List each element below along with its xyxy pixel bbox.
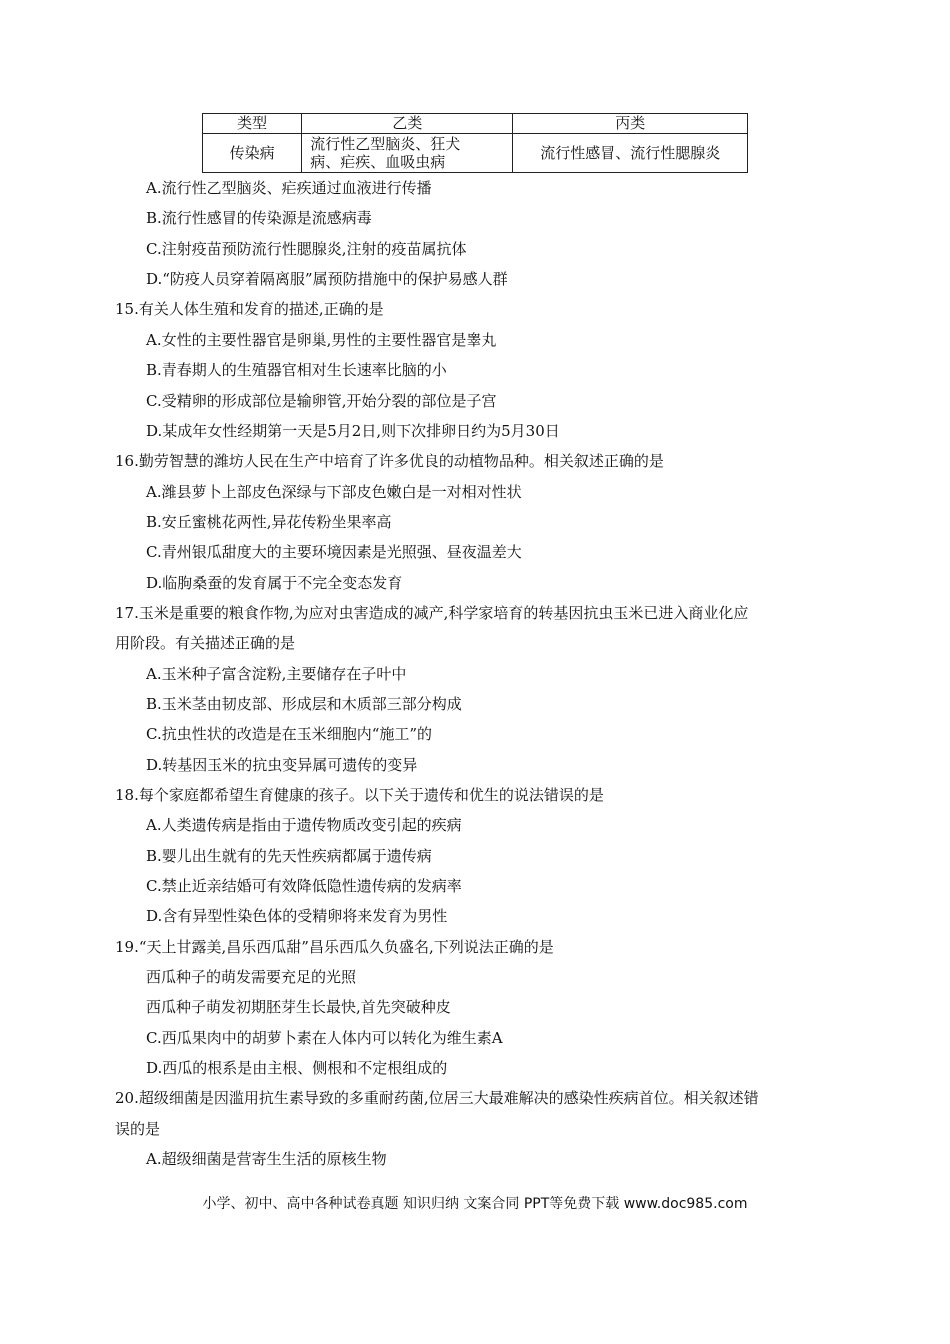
q19-stem: 19.“天上甘露美,昌乐西瓜甜”昌乐西瓜久负盛名,下列说法正确的是	[115, 938, 554, 956]
q19-option-c: C.西瓜果肉中的胡萝卜素在人体内可以转化为维生素A	[146, 1029, 503, 1047]
q20-option-a: A.超级细菌是营寄生生活的原核生物	[146, 1150, 387, 1168]
q14-option-d: D.“防疫人员穿着隔离服”属预防措施中的保护易感人群	[146, 270, 508, 288]
q16-option-c: C.青州银瓜甜度大的主要环境因素是光照强、昼夜温差大	[146, 543, 522, 561]
q20-stem-line1: 20.超级细菌是因滥用抗生素导致的多重耐药菌,位居三大最难解决的感染性疾病首位。相关叙述错	[115, 1089, 759, 1107]
table-header-row	[203, 114, 748, 134]
q18-option-c: C.禁止近亲结婚可有效降低隐性遗传病的发病率	[146, 877, 462, 895]
table-row	[203, 134, 748, 173]
class-b-line: 流行性乙型脑炎、狂犬	[310, 135, 461, 153]
q17-option-c: C.抗虫性状的改造是在玉米细胞内“施工”的	[146, 725, 433, 743]
q16-stem: 16.勤劳智慧的潍坊人民在生产中培育了许多优良的动植物品种。相关叙述正确的是	[115, 452, 664, 470]
q15-option-a: A.女性的主要性器官是卵巢,男性的主要性器官是睾丸	[146, 331, 497, 349]
table-header-cell: 丙类	[513, 114, 748, 134]
q16-option-d: D.临朐桑蚕的发育属于不完全变态发育	[146, 574, 403, 592]
q17-option-a: A.玉米种子富含淀粉,主要储存在子叶中	[146, 665, 407, 683]
q20-stem-line2: 误的是	[115, 1120, 161, 1138]
infectious-disease-table	[202, 113, 748, 173]
q15-option-c: C.受精卵的形成部位是输卵管,开始分裂的部位是子宫	[146, 392, 497, 410]
q18-option-b: B.婴儿出生就有的先天性疾病都属于遗传病	[146, 847, 432, 865]
q15-stem: 15.有关人体生殖和发育的描述,正确的是	[115, 300, 384, 318]
q17-option-d: D.转基因玉米的抗虫变异属可遗传的变异	[146, 756, 418, 774]
q14-option-c: C.注射疫苗预防流行性腮腺炎,注射的疫苗属抗体	[146, 240, 467, 258]
q19-option-d: D.西瓜的根系是由主根、侧根和不定根组成的	[146, 1059, 448, 1077]
q14-option-a: A.流行性乙型脑炎、疟疾通过血液进行传播	[146, 179, 432, 197]
q18-stem: 18.每个家庭都希望生育健康的孩子。以下关于遗传和优生的说法错误的是	[115, 786, 604, 804]
q17-stem-line2: 用阶段。有关描述正确的是	[115, 634, 296, 652]
q18-option-a: A.人类遗传病是指由于遗传物质改变引起的疾病	[146, 816, 462, 834]
table-cell-label: 传染病	[203, 134, 302, 173]
table-cell-class-b	[302, 134, 513, 173]
q15-option-d: D.某成年女性经期第一天是5月2日,则下次排卵日约为5月30日	[146, 422, 560, 440]
table-cell-class-c: 流行性感冒、流行性腮腺炎	[513, 134, 748, 173]
page-footer: 小学、初中、高中各种试卷真题 知识归纳 文案合同 PPT等免费下载 www.doc985.com	[202, 1196, 748, 1212]
q18-option-d: D.含有异型性染色体的受精卵将来发育为男性	[146, 907, 448, 925]
q15-option-b: B.青春期人的生殖器官相对生长速率比脑的小	[146, 361, 447, 379]
class-b-line: 病、疟疾、血吸虫病	[310, 153, 446, 171]
q17-option-b: B.玉米茎由韧皮部、形成层和木质部三部分构成	[146, 695, 462, 713]
q16-option-a: A.潍县萝卜上部皮色深绿与下部皮色嫩白是一对相对性状	[146, 483, 522, 501]
q19-option-a: 西瓜种子的萌发需要充足的光照	[146, 968, 357, 986]
q14-option-b: B.流行性感冒的传染源是流感病毒	[146, 209, 372, 227]
table-header-cell: 类型	[203, 114, 302, 134]
q16-option-b: B.安丘蜜桃花两性,异花传粉坐果率高	[146, 513, 392, 531]
q17-stem-line1: 17.玉米是重要的粮食作物,为应对虫害造成的减产,科学家培育的转基因抗虫玉米已进入商业化应	[115, 604, 749, 622]
table-header-cell: 乙类	[302, 114, 513, 134]
q19-option-b: 西瓜种子萌发初期胚芽生长最快,首先突破种皮	[146, 998, 451, 1016]
